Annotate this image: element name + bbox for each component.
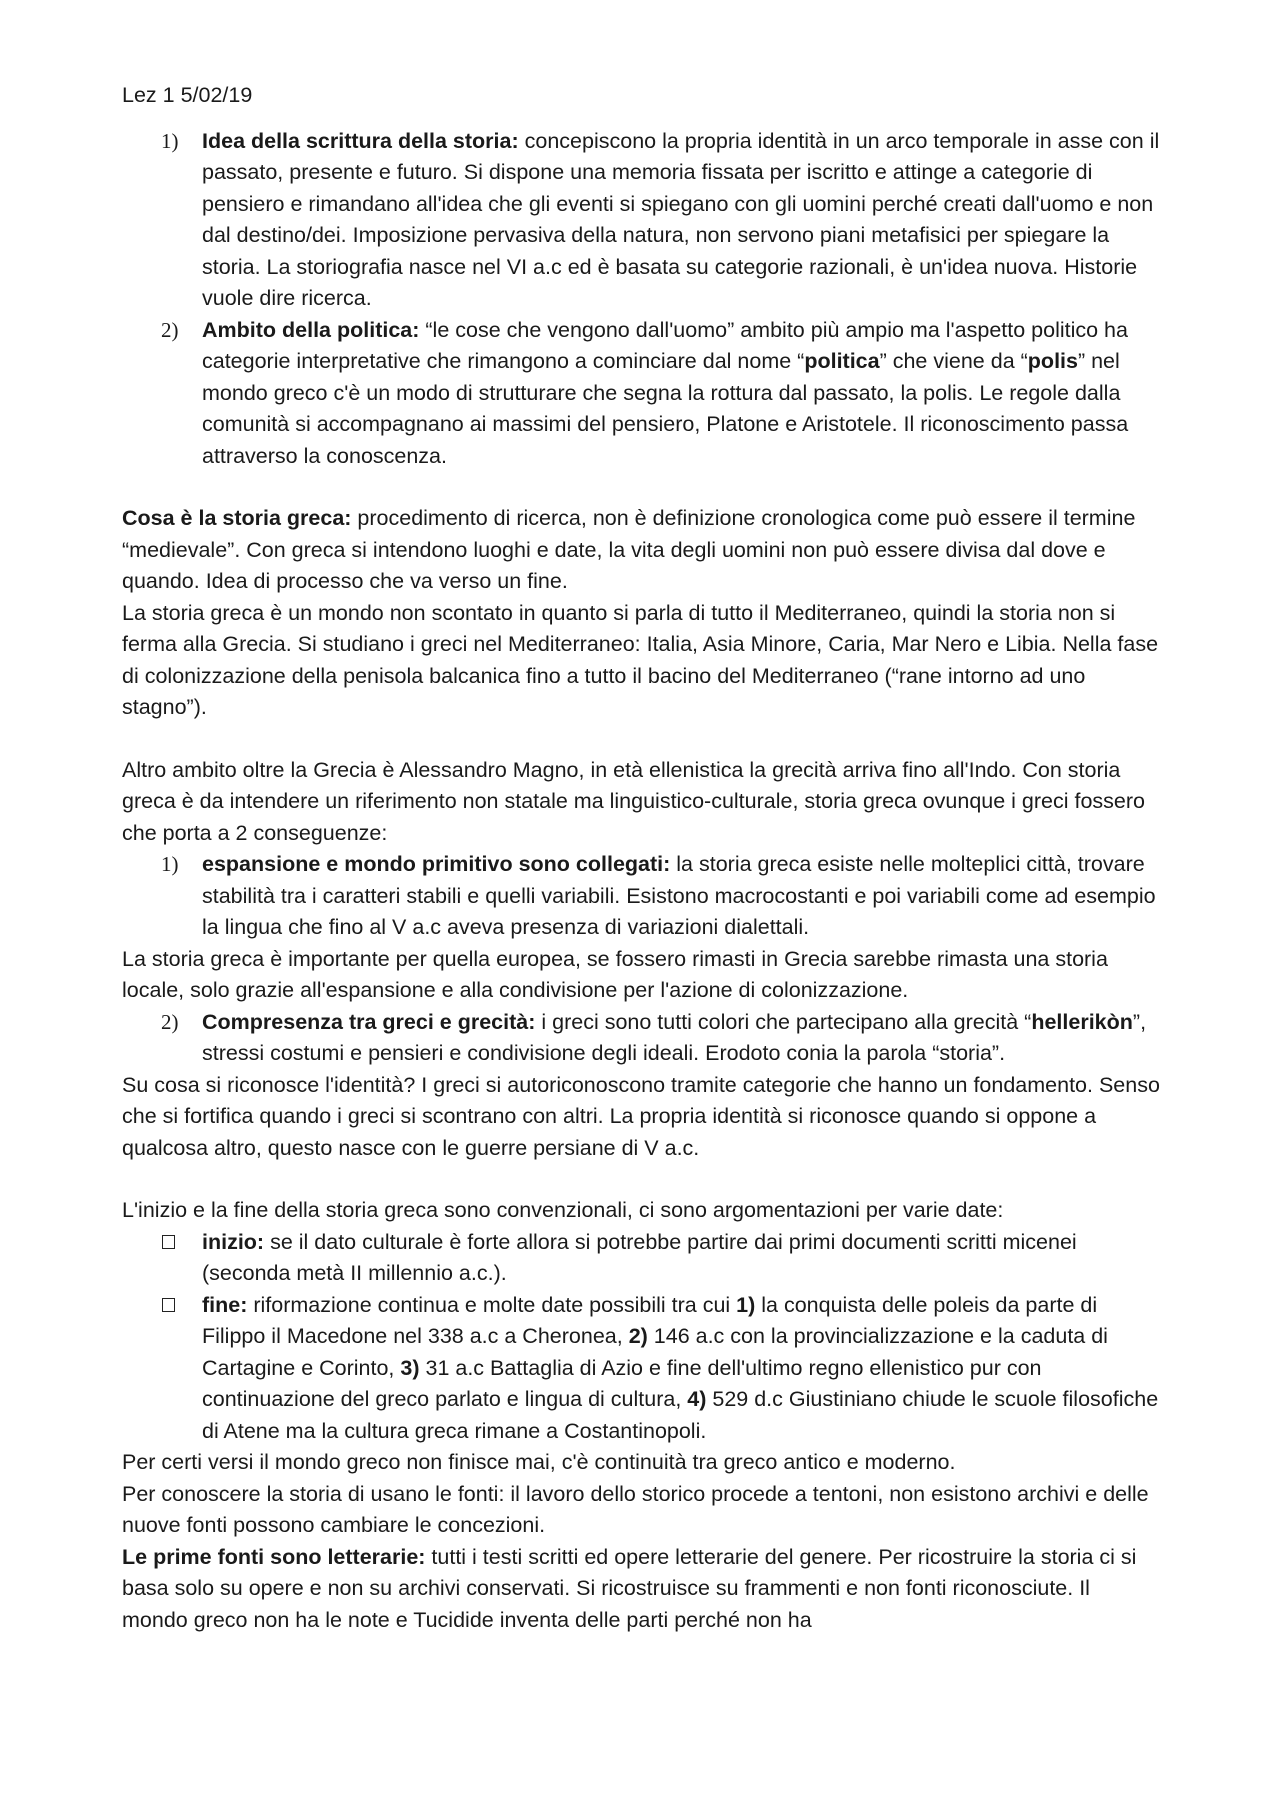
bold-heading: Compresenza tra greci e grecità: bbox=[202, 1009, 536, 1034]
square-bullet-icon bbox=[162, 1298, 175, 1312]
body-text: 31 a.c Battaglia di Azio e fine dell'ultimo regno ellenistico pur con continuazione del greco parlato e lingua di cultura, bbox=[202, 1355, 1042, 1411]
paragraph: L'inizio e la fine della storia greca sono convenzionali, ci sono argomentazioni per varie date: bbox=[122, 1198, 1004, 1222]
bold-term: politica bbox=[804, 349, 880, 373]
body-text: la storia greca esiste nelle molteplici città, trovare stabilità tra i caratteri stabili e quelli variabili. Esistono macrocostanti e poi variabili come ad esempio la lingua che fino al V a.c aveva presenza di variazioni dialettali. bbox=[202, 852, 1156, 939]
paragraph: La storia greca è importante per quella europea, se fossero rimasti in Grecia sarebbe rimasta una storia locale, solo grazie all'espansione e alla condivisione per l'azione di colonizzazione. bbox=[122, 946, 1108, 1002]
body-text: riformazione continua e molte date possibili tra cui bbox=[247, 1292, 737, 1317]
square-bullet-icon bbox=[162, 1235, 175, 1249]
bold-heading: fine: bbox=[202, 1292, 248, 1317]
bold-heading: inizio: bbox=[202, 1229, 265, 1254]
bold-number: 4) bbox=[687, 1387, 707, 1411]
paragraph bbox=[122, 503, 1160, 598]
body-text: i greci sono tutti colori che partecipano alla grecità “ bbox=[535, 1009, 1032, 1034]
bullet-item bbox=[122, 1227, 1160, 1290]
list-marker: 1) bbox=[161, 852, 179, 876]
body-text: ” nel mondo greco c'è un modo di strutturare che segna la rottura dal passato, la polis. Le regole dalla comunità si accompagnano ai massimi del pensiero, Platone e Aristotele. Il riconoscimento passa attraverso la conoscenza. bbox=[202, 349, 1129, 468]
bullet-item bbox=[122, 1290, 1160, 1448]
list-item bbox=[122, 126, 1160, 315]
paragraph bbox=[122, 1542, 1160, 1637]
bold-heading: Idea della scrittura della storia: bbox=[202, 128, 519, 153]
paragraph: Per conoscere la storia di usano le fonti: il lavoro dello storico procede a tentoni, non esistono archivi e delle nuove fonti possono cambiare le concezioni. bbox=[122, 1481, 1149, 1537]
body-text: tutti i testi scritti ed opere letterarie del genere. Per ricostruire la storia ci si basa solo su opere e non su archivi conservati. Si ricostruisce su frammenti e non fonti riconosciute. Il mondo greco non ha le note e Tucidide inventa delle parti perché non ha bbox=[122, 1544, 1137, 1632]
paragraph: Per certi versi il mondo greco non finisce mai, c'è continuità tra greco antico e moderno. bbox=[122, 1450, 956, 1474]
body-text: “le cose che vengono dall'uomo” ambito più ampio ma l'aspetto politico ha categorie interpretative che rimangono a cominciare dal nome “ bbox=[202, 317, 1128, 373]
paragraph: Su cosa si riconosce l'identità? I greci si autoriconoscono tramite categorie che hanno un fondamento. Senso che si fortifica quando i greci si scontrano con altri. La propria identità si riconosce quando si oppone a qualcosa altro, questo nasce con le guerre persiane di V a.c. bbox=[122, 1072, 1160, 1160]
bold-term: polis bbox=[1027, 349, 1078, 373]
bold-heading: Cosa è la storia greca: bbox=[122, 506, 352, 530]
page-header: Lez 1 5/02/19 bbox=[122, 83, 253, 107]
bold-heading: Le prime fonti sono letterarie: bbox=[122, 1544, 426, 1569]
bold-number: 2) bbox=[628, 1324, 648, 1348]
body-text: 529 d.c Giustiniano chiude le scuole filosofiche di Atene ma la cultura greca rimane a Costantinopoli. bbox=[202, 1387, 1159, 1443]
body-text: procedimento di ricerca, non è definizione cronologica come può essere il termine “medievale”. Con greca si intendono luoghi e date, la vita degli uomini non può essere divisa dal dove e quando. Idea di processo che va verso un fine. bbox=[122, 506, 1136, 593]
bold-heading: espansione e mondo primitivo sono collegati: bbox=[202, 852, 671, 876]
body-text: se il dato culturale è forte allora si potrebbe partire dai primi documenti scritti micenei (seconda metà II millennio a.c.). bbox=[202, 1229, 1077, 1285]
body-text: concepiscono la propria identità in un arco temporale in asse con il passato, presente e futuro. Si dispone una memoria fissata per iscritto e attinge a categorie di pensiero e rimandano all'idea che gli eventi si spiegano con gli uomini perché creati dall'uomo e non dal destino/dei. Imposizione pervasiva della natura, non servono piani metafisici per spiegare la storia. La storiografia nasce nel VI a.c ed è basata su categorie razionali, è un'idea nuova. Historie vuole dire ricerca. bbox=[202, 128, 1160, 310]
bold-number: 3) bbox=[400, 1355, 420, 1380]
list-marker: 2) bbox=[161, 1009, 179, 1034]
body-text: la conquista delle poleis da parte di Filippo il Macedone nel 338 a.c a Cheronea, bbox=[202, 1292, 1098, 1348]
list-marker: 2) bbox=[161, 317, 179, 342]
list-item bbox=[122, 315, 1160, 473]
list-item bbox=[122, 1007, 1160, 1070]
body-text: ”, stressi costumi e pensieri e condivisione degli ideali. Erodoto conia la parola “storia”. bbox=[202, 1009, 1147, 1065]
body-text: ” che viene da “ bbox=[879, 349, 1028, 373]
bold-term: hellerikòn bbox=[1031, 1009, 1133, 1034]
body-text: 146 a.c con la provincializzazione e la caduta di Cartagine e Corinto, bbox=[202, 1324, 1108, 1380]
list-item bbox=[122, 849, 1160, 944]
bold-number: 1) bbox=[736, 1292, 756, 1317]
list-marker: 1) bbox=[161, 128, 179, 153]
paragraph: La storia greca è un mondo non scontato in quanto si parla di tutto il Mediterraneo, quindi la storia non si ferma alla Grecia. Si studiano i greci nel Mediterraneo: Italia, Asia Minore, Caria, Mar Nero e Libia. Nella fase di colonizzazione della penisola balcanica fino a tutto il bacino del Mediterraneo (“rane intorno ad uno stagno”). bbox=[122, 600, 1159, 719]
paragraph: Altro ambito oltre la Grecia è Alessandro Magno, in età ellenistica la grecità arriva fino all'Indo. Con storia greca è da intendere un riferimento non statale ma linguistico-culturale, storia greca ovunque i greci fossero che porta a 2 conseguenze: bbox=[122, 757, 1146, 845]
bold-heading: Ambito della politica: bbox=[202, 317, 420, 342]
